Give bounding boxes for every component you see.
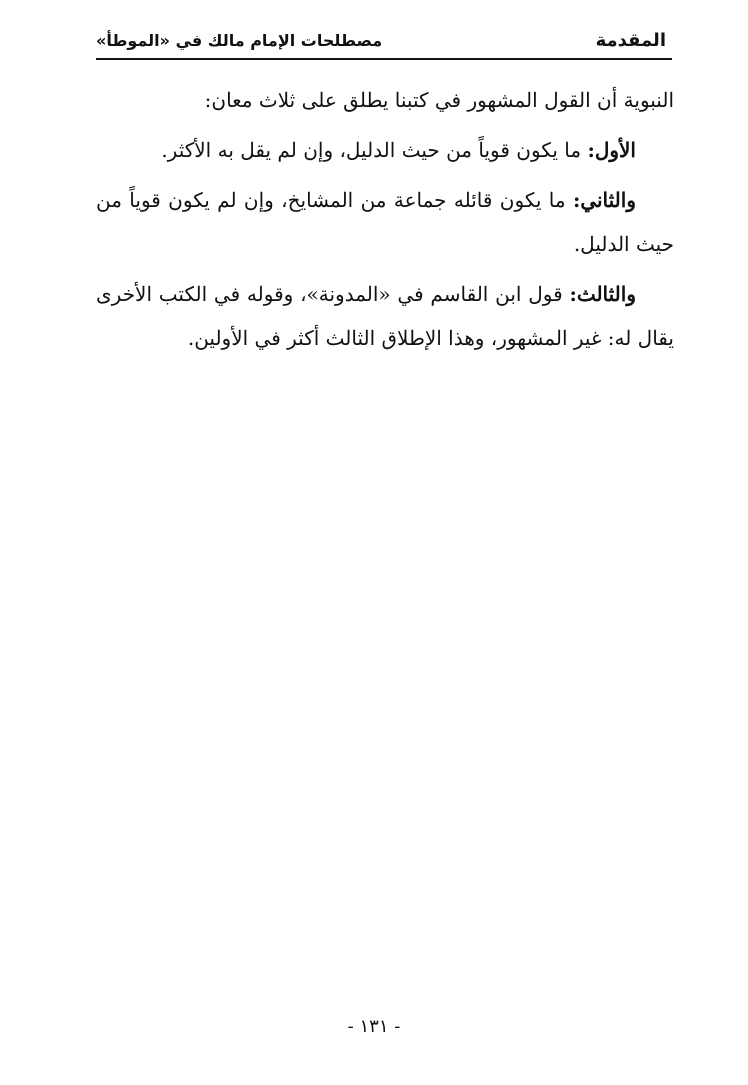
- second-meaning-text: ما يكون قائله جماعة من المشايخ، وإن لم يكون قوياً من حيث الدليل.: [96, 188, 674, 256]
- third-meaning-lead: والثالث:: [569, 282, 636, 306]
- paragraph-first-meaning: [96, 128, 674, 172]
- paragraph-third-meaning: [96, 272, 674, 360]
- running-header: [96, 22, 672, 60]
- book-title: مصطلحات الإمام مالك في «الموطأ»: [96, 31, 383, 50]
- second-meaning-lead: والثاني:: [572, 188, 636, 212]
- page-number: - ١٣١ -: [347, 1016, 401, 1037]
- third-meaning-text: قول ابن القاسم في «المدونة»، وقوله في الكتب الأخرى يقال له: غير المشهور، وهذا الإطلاق الثالث أكثر في الأولين.: [96, 282, 674, 350]
- body-text: [96, 78, 674, 366]
- first-meaning-text: ما يكون قوياً من حيث الدليل، وإن لم يقل به الأكثر.: [161, 138, 588, 162]
- first-meaning-lead: الأول:: [587, 138, 636, 162]
- paragraph-second-meaning: [96, 178, 674, 266]
- intro-paragraph: النبوية أن القول المشهور في كتبنا يطلق على ثلاث معان:: [204, 88, 674, 112]
- section-title: المقدمة: [595, 30, 666, 51]
